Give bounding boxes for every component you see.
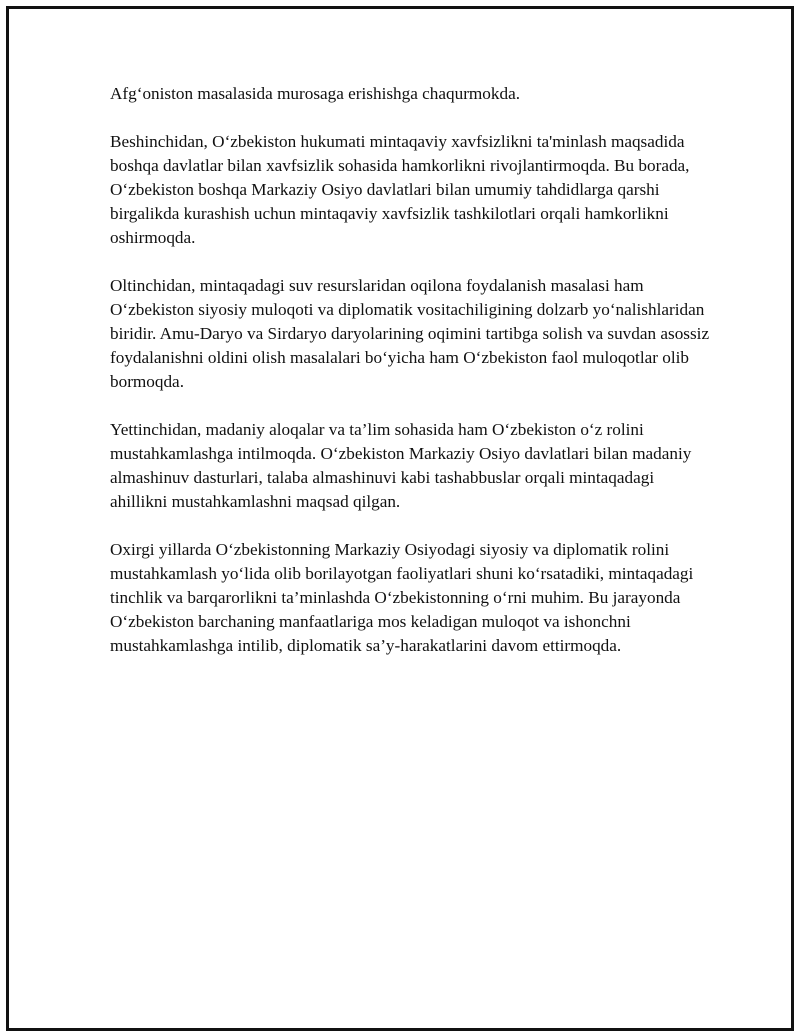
- paragraph-conclusion: Oxirgi yillarda O‘zbekistonning Markaziy Osiyodagi siyosiy va diplomatik rolini mustahkamlash yo‘lida olib borilayotgan faoliyatlari shuni ko‘rsatadiki, mintaqadagi tinchlik va barqarorlikni ta’minlashda O‘zbekistonning o‘rni muhim. Bu jarayonda O‘zbekiston barchaning manfaatlariga mos keladigan muloqot va ishonchni mustahkamlashga intilib, diplomatik sa’y-harakatlarini davom ettirmoqda.: [110, 540, 694, 655]
- paragraph-sixth: Oltinchidan, mintaqadagi suv resurslaridan oqilona foydalanish masalasi ham O‘zbekiston siyosiy muloqoti va diplomatik vositachiligining dolzarb yo‘nalishlaridan biridir. Amu-Daryo va Sirdaryo daryolarining oqimini tartibga solish va suvdan asossiz foydalanishni oldini olish masalalari bo‘yicha ham O‘zbekiston faol muloqotlar olib bormoqda.: [110, 276, 710, 391]
- paragraph-intro: Afg‘oniston masalasida murosaga erishishga chaqurmokda.: [110, 84, 521, 103]
- document-body: [110, 82, 710, 682]
- paragraph-fifth: Beshinchidan, O‘zbekiston hukumati mintaqaviy xavfsizlikni ta'minlash maqsadida boshqa davlatlar bilan xavfsizlik sohasida hamkorlikni rivojlantirmoqda. Bu borada, O‘zbekiston boshqa Markaziy Osiyo davlatlari bilan umumiy tahdidlarga qarshi birgalikda kurashish uchun mintaqaviy xavfsizlik tashkilotlari orqali hamkorlikni oshirmoqda.: [110, 132, 690, 247]
- paragraph-seventh: Yettinchidan, madaniy aloqalar va ta’lim sohasida ham O‘zbekiston o‘z rolini mustahkamlashga intilmoqda. O‘zbekiston Markaziy Osiyo davlatlari bilan madaniy almashinuv dasturlari, talaba almashinuvi kabi tashabbuslar orqali mintaqadagi ahillikni mustahkamlashni maqsad qilgan.: [110, 420, 692, 511]
